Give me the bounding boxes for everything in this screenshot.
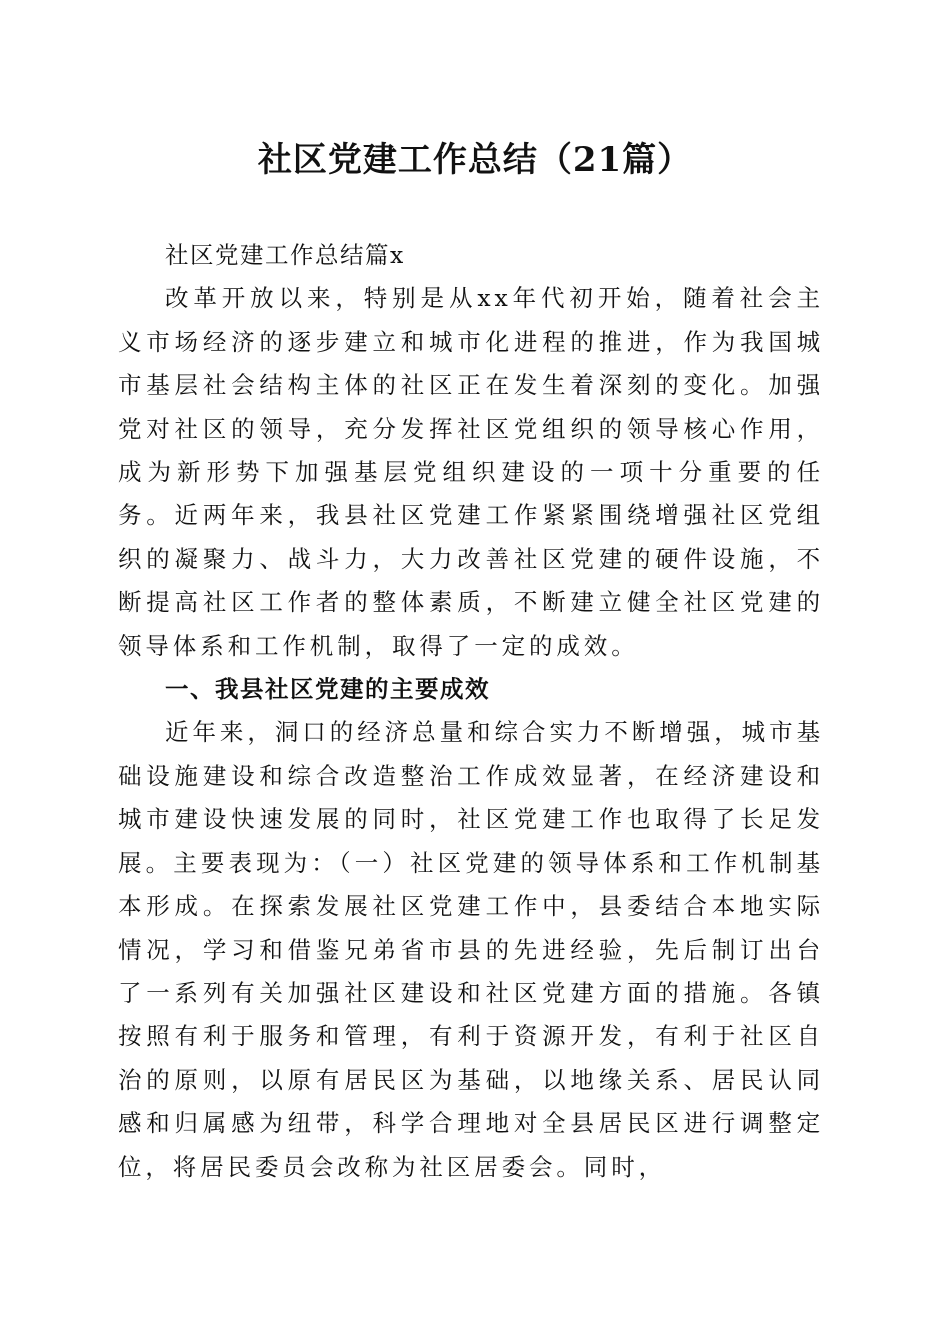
- paragraph-achievements: 近年来，洞口的经济总量和综合实力不断增强，城市基础设施建设和综合改造整治工作成效显著，在经济建设和城市建设快速发展的同时，社区党建工作也取得了长足发展。主要表现为：（一）社区党建的领导体系和工作机制基本形成。在探索发展社区党建工作中，县委结合本地实际情况，学习和借鉴兄弟省市县的先进经验，先后制订出台了一系列有关加强社区建设和社区党建方面的措施。各镇按照有利于服务和管理，有利于资源开发，有利于社区自治的原则，以原有居民区为基础，以地缘关系、居民认同感和归属感为纽带，科学合理地对全县居民区进行调整定位，将居民委员会改称为社区居委会。同时，: [118, 718, 824, 1181]
- document-title: 社区党建工作总结（21篇）: [257, 140, 693, 180]
- paragraph-intro: 改革开放以来，特别是从xx年代初开始，随着社会主义市场经济的逐步建立和城市化进程的推进，作为我国城市基层社会结构主体的社区正在发生着深刻的变化。加强党对社区的领导，充分发挥社区党组织的领导核心作用，成为新形势下加强基层党组织建设的一项十分重要的任务。近两年来，我县社区党建工作紧紧围绕增强社区党组织的凝聚力、战斗力，大力改善社区党建的硬件设施，不断提高社区工作者的整体素质，不断建立健全社区党建的领导体系和工作机制，取得了一定的成效。: [118, 284, 824, 660]
- document-subtitle: 社区党建工作总结篇x: [165, 241, 405, 269]
- document-body: [118, 234, 824, 1189]
- section-heading: 一、我县社区党建的主要成效: [165, 675, 490, 704]
